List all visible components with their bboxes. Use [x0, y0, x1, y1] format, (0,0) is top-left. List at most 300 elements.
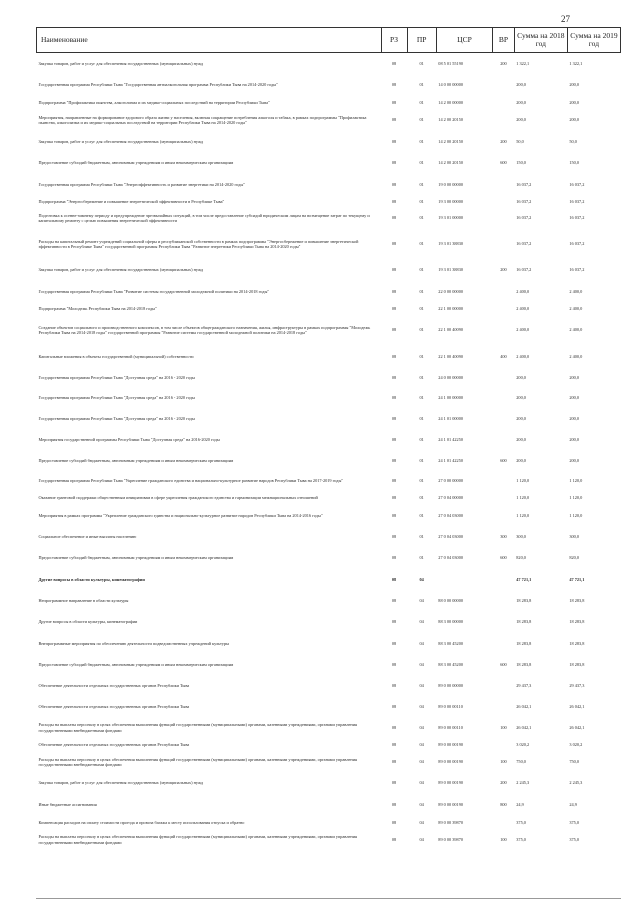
row-csr: 08 5 01 55190 — [438, 60, 464, 66]
row-csr: 27 0 04 03000 — [438, 512, 464, 518]
row-name: Предоставление субсидий бюджетным, автономным учреждениям и иным некоммерческим организациям — [38, 458, 234, 464]
row-rz: 08 — [391, 81, 397, 87]
row-rz: 08 — [391, 662, 397, 668]
row-name: Государственная программа Республики Тыва "Доступная среда" на 2016 - 2020 годы — [38, 374, 195, 380]
table-row — [37, 738, 621, 752]
table-row — [37, 505, 621, 527]
row-csr: 19 3 01 38830 — [438, 241, 464, 247]
row-sum-2019: 150,0 — [569, 160, 580, 166]
row-sum-2018: 200,0 — [516, 395, 526, 401]
row-sum-2018: 375,0 — [516, 836, 526, 842]
row-vr — [493, 196, 515, 208]
table-row — [37, 816, 621, 830]
row-sum-2018: 150,0 — [516, 160, 526, 166]
row-sum-2018: 2 400,0 — [516, 353, 530, 359]
row-vr: 600 — [500, 555, 507, 561]
row-pr: 04 — [419, 683, 424, 689]
row-rz: 08 — [391, 478, 397, 484]
row-vr: 200 — [500, 267, 507, 273]
row-pr: 01 — [419, 241, 424, 247]
row-csr: 89 0 00 39870 — [438, 819, 464, 825]
table-body — [37, 53, 621, 850]
row-vr — [493, 315, 515, 346]
row-pr: 01 — [419, 458, 424, 464]
row-vr — [493, 281, 515, 303]
row-sum-2019: 200,0 — [569, 395, 580, 401]
table-row — [37, 527, 621, 548]
row-name: Компенсация расходов на оплату стоимости проезда и провоза багажа к месту использования отпуска и обратно — [38, 819, 245, 825]
row-vr — [493, 612, 515, 633]
row-pr: 01 — [419, 555, 424, 561]
row-csr: 27 0 04 00000 — [438, 494, 464, 500]
row-csr: 24 1 01 42250 — [438, 458, 464, 464]
table-row — [37, 676, 621, 697]
row-pr: 01 — [419, 327, 424, 333]
row-sum-2018: 200,0 — [516, 458, 526, 464]
table-row — [37, 229, 621, 260]
row-vr — [493, 368, 515, 388]
row-pr: 04 — [419, 576, 424, 582]
row-csr: 88 0 00 00000 — [438, 598, 464, 604]
row-csr: 24 1 01 00000 — [438, 415, 464, 421]
row-sum-2018: 2 400,0 — [516, 305, 530, 311]
row-sum-2018: 50,0 — [516, 138, 524, 144]
table-header-row — [37, 28, 621, 53]
row-csr: 89 0 00 00190 — [438, 759, 464, 765]
table-row — [37, 131, 621, 153]
row-sum-2018: 300,0 — [516, 534, 526, 540]
row-name: Обеспечение деятельности отдельных государственных органов Республики Тыва — [38, 741, 190, 747]
table-row — [37, 451, 621, 472]
row-sum-2018: 26 042,1 — [516, 724, 532, 730]
row-rz: 08 — [391, 801, 397, 807]
budget-table — [36, 27, 621, 850]
table-row — [37, 591, 621, 612]
row-sum-2019: 375,0 — [569, 819, 580, 825]
row-sum-2018: 2 400,0 — [516, 327, 530, 333]
row-sum-2019: 16 037,2 — [569, 198, 585, 204]
row-vr — [493, 472, 515, 491]
row-vr — [493, 816, 515, 830]
row-rz: 08 — [391, 780, 397, 786]
row-vr — [493, 491, 515, 505]
row-pr: 04 — [419, 759, 424, 765]
row-name: Другие вопросы в области культуры, кинематографии — [38, 576, 145, 582]
row-rz: 08 — [391, 704, 397, 710]
table-row — [37, 110, 621, 131]
row-csr: 89 0 00 00190 — [438, 741, 464, 747]
row-pr: 01 — [419, 494, 424, 500]
row-name: Внепрограммные мероприятия по обеспечению деятельности подведомственных учреждений культуры — [38, 640, 229, 646]
row-csr: 22 0 00 00000 — [438, 288, 464, 294]
row-vr — [493, 174, 515, 196]
row-csr: 22 1 00 00000 — [438, 305, 464, 311]
row-sum-2019: 24,9 — [569, 801, 577, 807]
table-row — [37, 491, 621, 505]
header-pr: ПР — [407, 28, 436, 53]
row-vr — [493, 409, 515, 429]
row-name: Создание объектов социального и производственного комплексов, в том числе объектов общегражданского назначения, жилья, инфраструктуры в рамках подпрограммы "Молодежь Республики Тыва на 2014-2018 годы" государственной программы "Развитие системы государственной молодежной политики на 2014-2018 годы" — [38, 324, 371, 335]
row-sum-2019: 26 042,1 — [569, 724, 585, 730]
row-vr: 100 — [500, 724, 507, 730]
row-sum-2018: 29 437,3 — [516, 683, 532, 689]
row-sum-2019: 2 400,0 — [569, 305, 583, 311]
table-row — [37, 303, 621, 315]
row-vr: 300 — [500, 534, 507, 540]
row-sum-2018: 1 120,0 — [516, 478, 530, 484]
row-pr: 04 — [419, 640, 424, 646]
row-sum-2018: 16 037,2 — [516, 215, 532, 221]
row-vr — [493, 429, 515, 451]
row-rz: 08 — [391, 759, 397, 765]
row-vr — [493, 110, 515, 131]
row-pr: 04 — [419, 598, 424, 604]
row-name: Расходы на выплаты персоналу в целях обеспечения выполнения функций государственными (муниципальными) органами, казенными учреждениями, органами управления государственными внебюджетными фондами — [38, 722, 357, 733]
row-name: Мероприятия государственной программы Республики Тыва "Доступная среда" на 2016-2020 годы — [38, 436, 220, 442]
row-sum-2018: 200,0 — [516, 81, 526, 87]
table-row — [37, 697, 621, 718]
row-sum-2019: 1 322,1 — [569, 60, 583, 66]
row-csr: 27 0 04 03000 — [438, 555, 464, 561]
row-csr: 19 3 01 00000 — [438, 215, 464, 221]
row-vr: 200 — [500, 780, 507, 786]
row-csr: 19 0 00 00000 — [438, 181, 464, 187]
row-vr: 100 — [500, 836, 507, 842]
row-pr: 01 — [419, 374, 424, 380]
row-pr: 01 — [419, 305, 424, 311]
row-sum-2019: 750,0 — [569, 759, 580, 765]
row-pr: 04 — [419, 619, 424, 625]
row-pr: 01 — [419, 60, 424, 66]
row-rz: 08 — [391, 512, 397, 518]
row-vr — [493, 633, 515, 655]
row-vr: 800 — [500, 801, 507, 807]
row-csr: 14 0 00 00000 — [438, 81, 464, 87]
row-pr: 01 — [419, 267, 424, 273]
row-pr: 01 — [419, 415, 424, 421]
row-sum-2018: 200,0 — [516, 374, 526, 380]
row-sum-2019: 16 037,2 — [569, 267, 585, 273]
row-name: Подпрограмма "Энергосбережение и повышение энергетической эффективности в Республике Тыва" — [38, 198, 225, 204]
row-vr: 100 — [500, 759, 507, 765]
row-sum-2018: 16 037,2 — [516, 198, 532, 204]
row-sum-2019: 1 120,0 — [569, 512, 583, 518]
row-sum-2019: 18 283,8 — [569, 619, 585, 625]
row-pr: 04 — [419, 741, 424, 747]
row-vr: 600 — [500, 160, 507, 166]
table-row — [37, 346, 621, 368]
row-vr: 200 — [500, 138, 507, 144]
row-rz: 08 — [391, 215, 397, 221]
row-rz: 08 — [391, 836, 397, 842]
row-name: Государственная программа Республики Тыва "Доступная среда" на 2016 - 2020 годы — [38, 395, 195, 401]
row-sum-2018: 18 283,8 — [516, 640, 532, 646]
row-vr — [493, 591, 515, 612]
row-name: Расходы на выплаты персоналу в целях обеспечения выполнения функций государственными (муниципальными) органами, казенными учреждениями, органами управления государственными внебюджетными фондами — [38, 834, 357, 845]
row-csr: 89 0 00 39870 — [438, 836, 464, 842]
row-name: Предоставление субсидий бюджетным, автономным учреждениям и иным некоммерческим организациям — [38, 662, 234, 668]
row-sum-2019: 200,0 — [569, 458, 580, 464]
row-sum-2019: 3 020,2 — [569, 741, 583, 747]
row-sum-2019: 200,0 — [569, 99, 580, 105]
row-rz: 08 — [391, 160, 397, 166]
row-rz: 08 — [391, 395, 397, 401]
row-name: Расходы на выплаты персоналу в целях обеспечения выполнения функций государственными (муниципальными) органами, казенными учреждениями, органами управления государственными внебюджетными фондами — [38, 756, 357, 767]
row-sum-2019: 2 400,0 — [569, 288, 583, 294]
row-sum-2019: 18 283,8 — [569, 662, 585, 668]
row-pr: 01 — [419, 436, 424, 442]
row-name: Предоставление субсидий бюджетным, автономным учреждениям и иным некоммерческим организациям — [38, 160, 234, 166]
row-pr: 01 — [419, 534, 424, 540]
table-row — [37, 53, 621, 74]
row-sum-2018: 16 037,2 — [516, 181, 532, 187]
row-pr: 04 — [419, 801, 424, 807]
row-pr: 01 — [419, 99, 424, 105]
row-csr — [436, 569, 492, 591]
row-rz: 08 — [391, 374, 397, 380]
row-pr: 04 — [419, 724, 424, 730]
row-sum-2018: 24,9 — [516, 801, 524, 807]
row-pr: 04 — [419, 819, 424, 825]
table-row — [37, 388, 621, 409]
table-row — [37, 281, 621, 303]
row-rz: 08 — [391, 138, 397, 144]
row-vr — [493, 738, 515, 752]
row-rz: 08 — [391, 60, 397, 66]
table-row — [37, 655, 621, 676]
table-row — [37, 773, 621, 794]
row-rz: 08 — [391, 534, 397, 540]
row-csr: 24 1 00 00000 — [438, 395, 464, 401]
row-sum-2019: 50,0 — [569, 138, 577, 144]
table-row — [37, 153, 621, 174]
table-row — [37, 260, 621, 281]
row-rz: 08 — [391, 494, 397, 500]
table-row — [37, 368, 621, 388]
row-name: Расходы на капитальный ремонт учреждений социальной сферы и республиканской собственности в рамках подпрограммы "Энергосбережение и повышение энергетической эффективности в Республике Тыва" государственной программы Республики Тыва "Развитие энергетики Республики Тыва на 2014-2020 годы" — [38, 238, 359, 249]
row-sum-2018: 2 245,3 — [516, 780, 530, 786]
row-sum-2019: 375,0 — [569, 836, 580, 842]
row-csr: 89 0 00 00110 — [438, 704, 463, 710]
row-vr — [493, 569, 515, 591]
row-sum-2019: 29 437,3 — [569, 683, 585, 689]
row-csr: 24 0 00 00000 — [438, 374, 464, 380]
row-vr — [493, 96, 515, 110]
row-csr: 22 1 00 40090 — [438, 353, 464, 359]
row-name: Закупка товаров, работ и услуг для обеспечения государственных (муниципальных) нужд — [38, 60, 204, 66]
row-rz: 08 — [391, 198, 397, 204]
header-csr: ЦСР — [436, 28, 492, 53]
row-rz: 08 — [391, 724, 397, 730]
row-pr: 01 — [419, 395, 424, 401]
row-pr: 01 — [419, 288, 424, 294]
row-sum-2019: 16 037,2 — [569, 181, 585, 187]
table-row — [37, 752, 621, 773]
row-sum-2018: 820,0 — [516, 555, 526, 561]
row-sum-2019: 200,0 — [569, 81, 580, 87]
row-sum-2018: 1 120,0 — [516, 494, 530, 500]
row-csr: 19 3 01 38830 — [438, 267, 464, 273]
row-rz: 08 — [391, 241, 397, 247]
row-sum-2018: 16 037,2 — [516, 267, 532, 273]
row-sum-2019: 200,0 — [569, 117, 580, 123]
row-name: Обеспечение деятельности отдельных государственных органов Республики Тыва — [38, 683, 190, 689]
header-sum-2019: Сумма на 2019 год — [567, 28, 620, 53]
row-sum-2018: 200,0 — [516, 117, 526, 123]
row-sum-2019: 2 400,0 — [569, 353, 583, 359]
row-name: Непрограммное направление в области культуры — [38, 598, 129, 604]
row-rz: 08 — [391, 117, 397, 123]
row-name: Закупка товаров, работ и услуг для обеспечения государственных (муниципальных) нужд — [38, 138, 204, 144]
row-rz: 08 — [391, 576, 397, 582]
row-pr: 01 — [419, 160, 424, 166]
row-name: Предоставление субсидий бюджетным, автономным учреждениям и иным некоммерческим организациям — [38, 555, 234, 561]
row-sum-2019: 2 400,0 — [569, 327, 583, 333]
row-sum-2018: 26 042,1 — [516, 704, 532, 710]
row-name: Мероприятия, направленные на формирование здорового образа жизни у населения, включая сокращение потребления алкоголя и табака, в рамках подпрограммы "Профилактика пьянства, алкоголизма и их медико-социальных последствий на территории Республики Тыва на 2014-2020 годы" — [38, 114, 367, 125]
row-sum-2018: 47 721,1 — [516, 576, 532, 582]
table-row — [37, 174, 621, 196]
table-row — [37, 569, 621, 591]
row-rz: 08 — [391, 555, 397, 561]
row-csr: 88 3 00 00000 — [438, 619, 464, 625]
row-sum-2019: 1 120,0 — [569, 494, 583, 500]
row-name: Оказание грантовой поддержки общественным инициативам в сфере укрепления гражданского единства и гармонизации межнациональных отношений — [38, 494, 318, 500]
row-vr — [493, 505, 515, 527]
row-rz: 08 — [391, 640, 397, 646]
row-sum-2019: 200,0 — [569, 436, 580, 442]
row-sum-2018: 200,0 — [516, 99, 526, 105]
row-name: Мероприятия в рамках программы "Укрепление гражданского единства и национально-культурное развитие народов Республики Тыва на 2014-2016 годы" — [38, 512, 323, 518]
row-sum-2018: 18 283,8 — [516, 662, 532, 668]
row-sum-2019: 200,0 — [569, 374, 580, 380]
row-csr: 89 0 00 00110 — [438, 724, 463, 730]
row-sum-2018: 375,0 — [516, 819, 526, 825]
row-name: Социальное обеспечение и иные выплаты населению — [38, 534, 137, 540]
row-csr: 88 3 00 45200 — [438, 640, 464, 646]
row-csr: 19 3 00 00000 — [438, 198, 464, 204]
row-pr: 01 — [419, 478, 424, 484]
row-vr: 200 — [500, 60, 507, 66]
table-row — [37, 633, 621, 655]
row-rz: 08 — [391, 819, 397, 825]
row-rz: 08 — [391, 353, 397, 359]
row-sum-2019: 47 721,1 — [569, 576, 585, 582]
row-vr — [493, 697, 515, 718]
row-vr — [493, 208, 515, 229]
row-csr: 14 2 00 20150 — [438, 160, 464, 166]
row-pr: 04 — [419, 836, 424, 842]
row-csr: 27 0 04 03000 — [438, 534, 464, 540]
row-rz: 08 — [391, 741, 397, 747]
row-name: Подпрограмма "Профилактика пьянства, алкоголизма и их медико-социальных последствий на территории Республики Тыва" — [38, 99, 270, 105]
row-rz: 08 — [391, 305, 397, 311]
table-row — [37, 472, 621, 491]
row-rz: 08 — [391, 458, 397, 464]
row-vr — [493, 303, 515, 315]
table-row — [37, 315, 621, 346]
row-name: Государственная программа Республики Тыва "Укрепление гражданского единства и национально-культурное развитие народов Республики Тыва на 2017-2019 годы" — [38, 478, 344, 484]
row-sum-2018: 18 283,8 — [516, 619, 532, 625]
table-row — [37, 718, 621, 738]
row-sum-2018: 2 400,0 — [516, 288, 530, 294]
row-rz: 08 — [391, 181, 397, 187]
row-vr — [493, 229, 515, 260]
row-name: Государственная программа Республики Тыва "Государственная антиалкогольная программа Республики Тыва на 2014-2020 годы" — [38, 81, 278, 87]
table-row — [37, 429, 621, 451]
row-vr: 600 — [500, 458, 507, 464]
row-rz: 08 — [391, 327, 397, 333]
row-sum-2019: 16 037,2 — [569, 215, 585, 221]
row-pr: 04 — [419, 662, 424, 668]
row-name: Закупка товаров, работ и услуг для обеспечения государственных (муниципальных) нужд — [38, 780, 204, 786]
row-rz: 08 — [391, 99, 397, 105]
table-row — [37, 830, 621, 850]
row-name: Капитальные вложения в объекты государственной (муниципальной) собственности — [38, 353, 194, 359]
row-sum-2019: 2 245,3 — [569, 780, 583, 786]
row-sum-2018: 200,0 — [516, 415, 526, 421]
row-sum-2019: 18 283,8 — [569, 598, 585, 604]
header-sum-2018: Сумма на 2018 год — [514, 28, 567, 53]
row-pr: 01 — [419, 81, 424, 87]
table-row — [37, 612, 621, 633]
row-csr: 14 2 00 00000 — [438, 99, 464, 105]
row-name: Государственная программа Республики Тыва "Доступная среда" на 2016 - 2020 годы — [38, 415, 195, 421]
row-csr: 88 3 00 45200 — [438, 662, 464, 668]
row-name: Обеспечение деятельности отдельных государственных органов Республики Тыва — [38, 704, 190, 710]
row-sum-2018: 200,0 — [516, 436, 526, 442]
row-sum-2019: 820,0 — [569, 555, 580, 561]
row-rz: 08 — [391, 598, 397, 604]
row-rz: 08 — [391, 288, 397, 294]
row-name: Подпрограмма "Молодежь Республики Тыва на 2014-2018 годы" — [38, 305, 157, 311]
row-sum-2018: 750,0 — [516, 759, 526, 765]
row-name: Иные бюджетные ассигнования — [38, 801, 97, 807]
row-csr: 24 1 01 42250 — [438, 436, 464, 442]
row-name: Другие вопросы в области культуры, кинематографии — [38, 619, 138, 625]
row-pr: 01 — [419, 181, 424, 187]
row-vr: 400 — [500, 353, 507, 359]
row-name: Подготовка к осенне-зимнему периоду и предупреждение чрезвычайных ситуаций, в том числе предоставление субсидий юридическим лицам на возмещение затрат по текущему и капитальному ремонту с целью повышения энергетической эффективности — [38, 212, 370, 223]
row-sum-2018: 1 120,0 — [516, 512, 530, 518]
row-sum-2019: 26 042,1 — [569, 704, 585, 710]
row-pr: 04 — [419, 780, 424, 786]
row-rz: 08 — [391, 619, 397, 625]
row-csr: 14 2 00 20150 — [438, 138, 464, 144]
row-sum-2019: 18 283,8 — [569, 640, 585, 646]
row-pr: 01 — [419, 512, 424, 518]
table-row — [37, 208, 621, 229]
table-row — [37, 96, 621, 110]
row-name: Закупка товаров, работ и услуг для обеспечения государственных (муниципальных) нужд — [38, 267, 204, 273]
row-rz: 08 — [391, 683, 397, 689]
row-rz: 08 — [391, 267, 397, 273]
row-csr: 27 0 00 00000 — [438, 478, 464, 484]
row-csr: 89 0 00 00190 — [438, 780, 464, 786]
row-csr: 89 0 00 00000 — [438, 683, 464, 689]
row-sum-2018: 3 020,2 — [516, 741, 530, 747]
page-number: 27 — [561, 14, 570, 24]
row-rz: 08 — [391, 415, 397, 421]
row-name: Государственная программа Республики Тыва "Развитие системы государственной молодежной политики на 2014-2018 годы" — [38, 288, 270, 294]
table-row — [37, 794, 621, 816]
table-row — [37, 409, 621, 429]
row-sum-2019: 1 120,0 — [569, 478, 583, 484]
table-row — [37, 74, 621, 96]
row-vr — [493, 74, 515, 96]
row-vr: 600 — [500, 662, 507, 668]
row-sum-2019: 300,0 — [569, 534, 580, 540]
